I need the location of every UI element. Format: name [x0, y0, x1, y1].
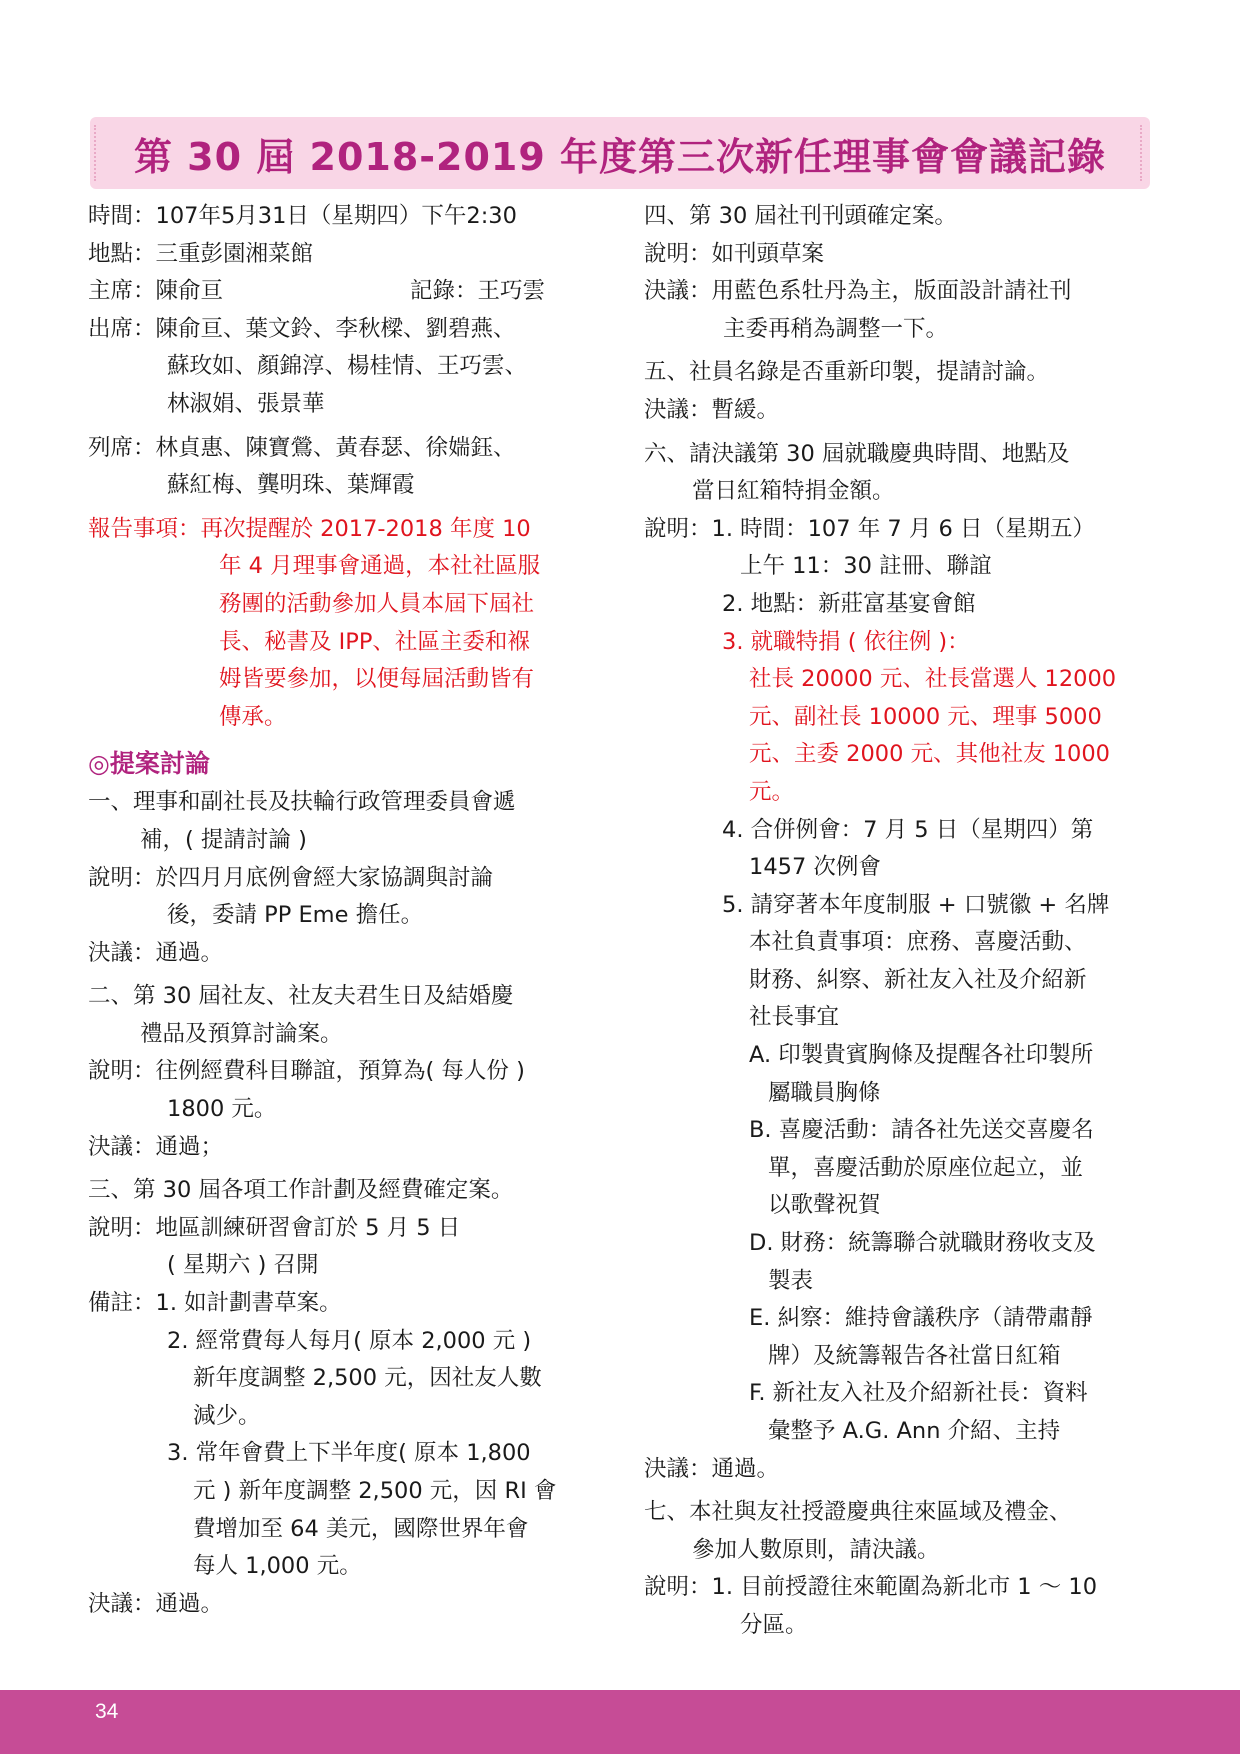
resolution: 主委再稍為調整一下。 [723, 315, 949, 342]
explanation: 說明：往例經費科目聯誼，預算為( 每人份 ) [88, 1058, 525, 1085]
resolution: 決議：通過； [88, 1133, 224, 1160]
duty-item: B. 喜慶活動：請各社先送交喜慶名 [749, 1117, 1094, 1144]
explanation: 說明：1. 時間：107 年 7 月 6 日（星期五） [644, 515, 1095, 542]
attendees-line: 蘇玫如、顏錦淳、楊桂情、王巧雲、 [167, 353, 528, 380]
note: 每人 1,000 元。 [193, 1553, 362, 1580]
explanation: 社長事宜 [749, 1004, 840, 1031]
explanation: 4. 合併例會：7 月 5 日（星期四）第 [722, 816, 1094, 843]
note: 備註：1. 如計劃書草案。 [88, 1290, 342, 1317]
note: 減少。 [193, 1402, 261, 1429]
duty-item: 彙整予 A.G. Ann 介紹、主持 [768, 1418, 1061, 1444]
explanation: 財務、糾察、新社友入社及介紹新 [749, 966, 1087, 993]
explanation: 說明：於四月月底例會經大家協調與討論 [88, 864, 494, 891]
proposal-2: 禮品及預算討論案。 [140, 1020, 343, 1047]
note: 2. 經常費每人每月( 原本 2,000 元 ) [167, 1327, 532, 1354]
duty-item: D. 財務：統籌聯合就職財務收支及 [749, 1230, 1096, 1257]
explanation: 分區。 [740, 1611, 808, 1638]
note: 新年度調整 2,500 元，因社友人數 [193, 1365, 542, 1392]
donation-line: 社長 20000 元、社長當選人 12000 [749, 666, 1117, 693]
meeting-place: 地點：三重彭園湘菜館 [88, 240, 314, 267]
observers-line: 列席：林貞惠、陳寶鶯、黃春瑟、徐媏鈺、 [88, 434, 516, 461]
report-line: 傳承。 [219, 703, 287, 730]
explanation: 5. 請穿著本年度制服 + 口號徽 + 名牌 [722, 891, 1110, 918]
attendees-line: 出席：陳俞亘、葉文鈴、李秋樑、劉碧燕、 [88, 315, 516, 342]
left-column [88, 198, 608, 1623]
duty-item: E. 糾察：維持會議秩序（請帶肅靜 [749, 1305, 1093, 1332]
proposal-4: 四、第 30 屆社刊刊頭確定案。 [644, 203, 957, 229]
duty-item: A. 印製貴賓胸條及提醒各社印製所 [749, 1042, 1094, 1069]
chair-recorder-line [88, 273, 608, 311]
right-column [644, 198, 1154, 1645]
report-line: 長、秘書及 IPP、社區主委和褓 [219, 628, 530, 655]
proposal-1: 一、理事和副社長及扶輪行政管理委員會遞 [88, 789, 516, 816]
duty-item: F. 新社友入社及介紹新社長：資料 [749, 1380, 1088, 1407]
note: 費增加至 64 美元，國際世界年會 [193, 1515, 529, 1542]
page-number: 34 [95, 1700, 119, 1723]
donation-line: 3. 就職特捐 ( 依往例 )： [722, 628, 970, 655]
duty-item: 單，喜慶活動於原座位起立，並 [768, 1154, 1084, 1181]
resolution: 決議：通過。 [644, 1455, 780, 1482]
recorder: 記錄：王巧雲 [410, 278, 546, 305]
report-line: 務團的活動參加人員本屆下屆社 [219, 590, 535, 617]
proposal-6: 六、請決議第 30 屆就職慶典時間、地點及 [644, 440, 1070, 467]
report-line: 報告事項：再次提醒於 2017-2018 年度 10 [88, 515, 531, 542]
duty-item: 製表 [768, 1267, 814, 1294]
proposal-3: 三、第 30 屆各項工作計劃及經費確定案。 [88, 1177, 514, 1204]
duty-item: 牌）及統籌報告各社當日紅箱 [768, 1342, 1061, 1369]
page-title: 第 30 屆 2018-2019 年度第三次新任理事會會議記錄 [133, 134, 1107, 179]
report-line: 姆皆要參加，以便每屆活動皆有 [219, 666, 535, 693]
attendees-line: 林淑娟、張景華 [167, 390, 325, 417]
explanation: 說明：如刊頭草案 [644, 240, 825, 267]
resolution: 決議：用藍色系牡丹為主，版面設計請社刊 [644, 278, 1072, 305]
duty-item: 屬職員胸條 [768, 1079, 881, 1106]
donation-line: 元。 [749, 778, 795, 805]
explanation: 2. 地點：新莊富基宴會館 [722, 590, 976, 617]
duty-item: 以歌聲祝賀 [768, 1192, 881, 1219]
explanation: 說明：1. 目前授證往來範圍為新北市 1 ～ 10 [644, 1574, 1098, 1601]
report-line: 年 4 月理事會通過，本社社區服 [219, 553, 541, 580]
title-banner [90, 117, 1150, 189]
donation-line: 元、主委 2000 元、其他社友 1000 [749, 741, 1110, 768]
donation-line: 元、副社長 10000 元、理事 5000 [749, 703, 1102, 730]
note: 3. 常年會費上下半年度( 原本 1,800 [167, 1440, 531, 1467]
proposal-6: 當日紅箱特捐金額。 [692, 478, 895, 505]
proposal-5: 五、社員名錄是否重新印製，提請討論。 [644, 359, 1050, 386]
explanation: 後，委請 PP Eme 擔任。 [167, 902, 424, 929]
explanation: 上午 11：30 註冊、聯誼 [740, 553, 992, 580]
chair: 主席：陳俞亘 [88, 278, 224, 305]
proposal-2: 二、第 30 屆社友、社友夫君生日及結婚慶 [88, 983, 514, 1010]
resolution: 決議：通過。 [88, 939, 224, 966]
explanation: 本社負責事項：庶務、喜慶活動、 [749, 929, 1087, 956]
proposal-7: 參加人數原則，請決議。 [692, 1536, 940, 1563]
explanation: 1800 元。 [167, 1096, 277, 1123]
section-heading: ◎提案討論 [88, 749, 210, 779]
resolution: 決議：通過。 [88, 1590, 224, 1617]
proposal-1: 補，( 提請討論 ) [140, 826, 307, 853]
footer-bar [0, 1690, 1240, 1754]
explanation: 說明：地區訓練研習會訂於 5 月 5 日 [88, 1214, 461, 1241]
proposal-7: 七、本社與友社授證慶典往來區域及禮金、 [644, 1499, 1072, 1526]
note: 元 ) 新年度調整 2,500 元，因 RI 會 [193, 1478, 557, 1504]
explanation: 1457 次例會 [749, 854, 881, 881]
explanation: ( 星期六 ) 召開 [167, 1252, 319, 1279]
resolution: 決議：暫緩。 [644, 396, 780, 423]
observers-line: 蘇紅梅、龔明珠、葉輝霞 [167, 472, 415, 499]
meeting-time: 時間：107年5月31日（星期四）下午2:30 [88, 203, 517, 229]
